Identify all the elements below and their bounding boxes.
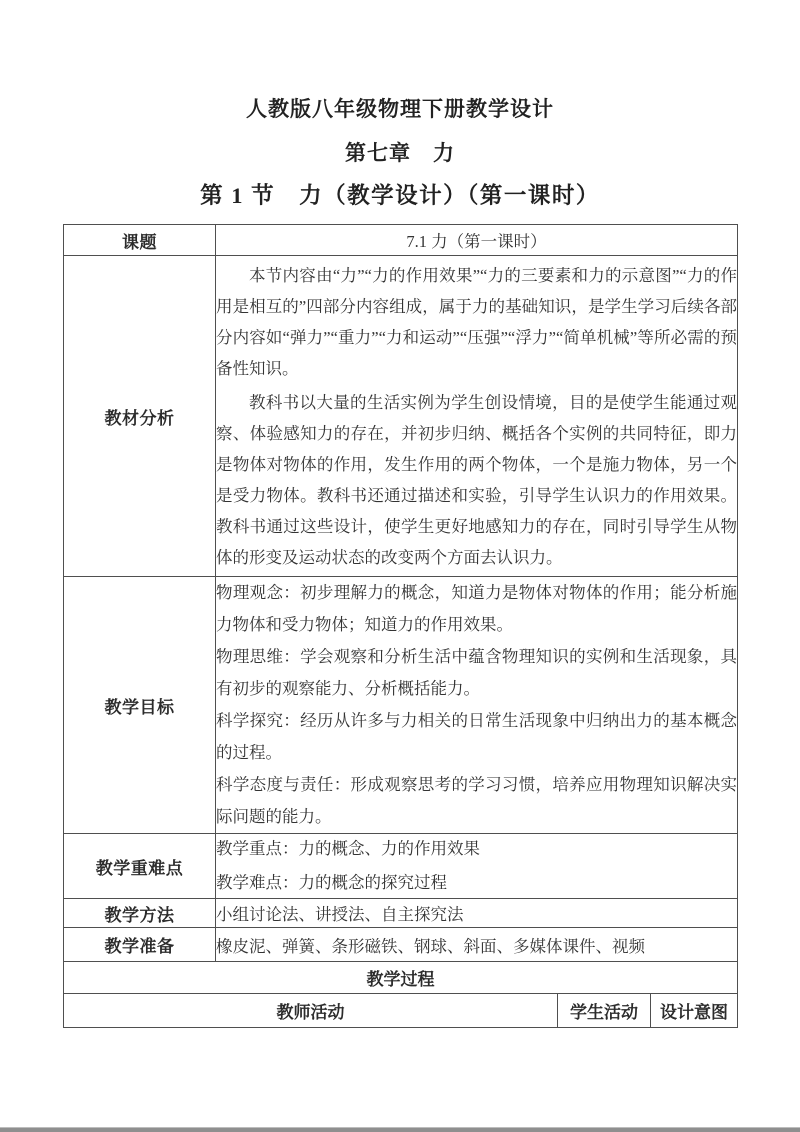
scan-edge-bottom bbox=[0, 1127, 800, 1132]
document-title: 人教版八年级物理下册教学设计 bbox=[246, 97, 554, 121]
goal-item-attitude: 科学态度与责任：形成观察思考的学习习惯，培养应用物理知识解决实际问题的能力。 bbox=[216, 775, 738, 826]
table-row-activity-header bbox=[64, 994, 738, 1028]
row-label-topic: 课题 bbox=[64, 225, 216, 256]
table-row-teaching-preparation bbox=[64, 928, 738, 962]
table-row-teaching-methods bbox=[64, 899, 738, 928]
teaching-process-heading: 教学过程 bbox=[64, 962, 738, 994]
material-analysis-paragraph: 教科书以大量的生活实例为学生创设情境，目的是使学生能通过观察、体验感知力的存在，并初步归纳、概括各个实例的共同特征，即力是物体对物体的作用，发生作用的两个物体，一个是施力物体，另一个是受力物体。教科书还通过描述和实验，引导学生认识力的作用效果。教科书通过这些设计，使学生更好地感知力的存在，同时引导学生从物体的形变及运动状态的改变两个方面去认识力。 bbox=[216, 392, 738, 567]
chapter-title: 第七章 力 bbox=[345, 141, 455, 165]
key-difficulties-content bbox=[216, 834, 738, 899]
material-analysis-content bbox=[216, 256, 738, 577]
key-point-item: 教学重点：力的概念、力的作用效果 bbox=[216, 839, 480, 858]
section-title: 第 1 节 力（教学设计）（第一课时） bbox=[200, 183, 600, 208]
table-row-teaching-process bbox=[64, 962, 738, 994]
row-label-teaching-methods: 教学方法 bbox=[64, 899, 216, 928]
row-label-teaching-preparation: 教学准备 bbox=[64, 928, 216, 962]
material-analysis-paragraph: 本节内容由“力”“力的作用效果”“力的三要素和力的示意图”“力的作用是相互的”四部分内容组成，属于力的基础知识，是学生学习后续各部分内容如“弹力”“重力”“力和运动”“压强”“浮力”“简单机械”等所必需的预备性知识。 bbox=[216, 265, 738, 378]
teaching-goals-content bbox=[216, 577, 738, 834]
row-label-key-difficulties: 教学重难点 bbox=[64, 834, 216, 899]
goal-item-inquiry: 科学探究：经历从许多与力相关的日常生活现象中归纳出力的基本概念的过程。 bbox=[216, 711, 738, 762]
table-row-teaching-goals bbox=[64, 577, 738, 834]
table-row-key-difficulties bbox=[64, 834, 738, 899]
topic-value: 7.1 力（第一课时） bbox=[216, 225, 738, 256]
difficult-point-item: 教学难点：力的概念的探究过程 bbox=[216, 873, 447, 892]
teaching-preparation-value: 橡皮泥、弹簧、条形磁铁、钢球、斜面、多媒体课件、视频 bbox=[216, 928, 738, 962]
design-intent-header: 设计意图 bbox=[651, 994, 738, 1028]
goal-item-thinking: 物理思维：学会观察和分析生活中蕴含物理知识的实例和生活现象，具有初步的观察能力、分析概括能力。 bbox=[216, 647, 738, 698]
table-row-material-analysis bbox=[64, 256, 738, 577]
row-label-teaching-goals: 教学目标 bbox=[64, 577, 216, 834]
teaching-methods-value: 小组讨论法、讲授法、自主探究法 bbox=[216, 899, 738, 928]
student-activity-header: 学生活动 bbox=[558, 994, 651, 1028]
teacher-activity-header: 教师活动 bbox=[64, 994, 558, 1028]
goal-item-concept: 物理观念：初步理解力的概念，知道力是物体对物体的作用；能分析施力物体和受力物体；知道力的作用效果。 bbox=[216, 583, 738, 634]
lesson-plan-table bbox=[63, 224, 738, 1028]
table-row-topic bbox=[64, 225, 738, 256]
row-label-material-analysis: 教材分析 bbox=[64, 256, 216, 577]
